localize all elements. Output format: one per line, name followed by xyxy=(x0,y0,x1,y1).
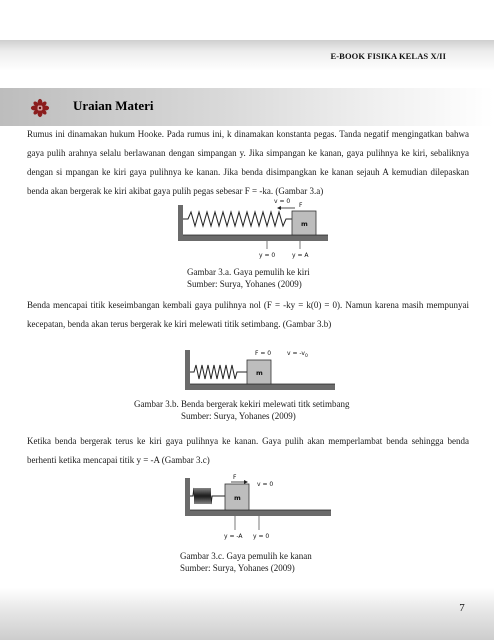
caption-3a-title: Gambar 3.a. Gaya pemulih ke kiri xyxy=(187,267,310,277)
footer-band xyxy=(0,588,494,640)
fig-c-force-arrowhead xyxy=(244,480,248,484)
figure-3b xyxy=(185,346,337,394)
fig-a-amplitude-label: y = A xyxy=(292,252,309,259)
fig-c-mass-label: m xyxy=(234,494,241,502)
paragraph-1: Rumus ini dinamakan hukum Hooke. Pada rumus ini, k dinamakan konstanta pegas. Tanda negatif mengingatkan bahwa gaya pulih arahnya selalu berlawanan dengan simpangan y. Jika simpangan ke kanan, gaya pulihnya ke kiri, sebaliknya dengan si mpangan ke kiri gaya pulihnya ke kanan. Jika benda disimpangkan ke kanan sejauh A kemudian dilepaskan benda akan bergerak ke kiri akibat gaya pulih pegas sebesar F = -ka. (Gambar 3.a) xyxy=(27,129,469,196)
fig-b-mass-label: m xyxy=(256,369,263,377)
decorative-flower-icon xyxy=(30,98,50,118)
caption-3b xyxy=(0,398,494,422)
fig-c-force-label: F xyxy=(233,474,237,481)
fig-a-force-arrowhead xyxy=(277,206,281,210)
caption-3a xyxy=(0,266,494,290)
caption-3c-title: Gambar 3.c. Gaya pemulih ke kanan xyxy=(180,551,312,561)
fig-b-velocity-label: $v = -v_0$ xyxy=(287,350,308,359)
caption-3b-source: Sumber: Surya, Yohanes (2009) xyxy=(181,411,296,421)
paragraph-3: Ketika benda bergerak terus ke kiri gaya pulihnya ke kanan. Gaya pulih akan memperlambat benda sehingga benda berhenti ketika mencapai titik y = -A (Gambar 3.c) xyxy=(27,436,469,465)
fig-b-spring xyxy=(190,365,247,379)
fig-a-force-label: F xyxy=(299,202,303,209)
caption-3c-source: Sumber: Surya, Yohanes (2009) xyxy=(180,563,295,573)
fig-c-origin-label: y = 0 xyxy=(253,533,270,540)
fig-b-force-label: F = 0 xyxy=(255,350,272,357)
fig-a-origin-label: y = 0 xyxy=(259,252,276,259)
fig-a-velocity-label: v = 0 xyxy=(274,198,291,205)
fig-a-mass-label: m xyxy=(301,220,308,228)
caption-3b-title: Gambar 3.b. Benda bergerak kekiri melewati titk setimbang xyxy=(134,399,350,409)
page-number: 7 xyxy=(459,602,465,614)
fig-c-velocity-label: v = 0 xyxy=(257,481,274,488)
figure-3a xyxy=(178,197,333,259)
fig-c-neg-amplitude-label: y = -A xyxy=(224,533,243,540)
figure-3c xyxy=(185,474,333,544)
ebook-title: E-BOOK FISIKA KELAS X/II xyxy=(330,51,446,61)
section-title: Uraian Materi xyxy=(73,98,154,113)
fig-c-spring xyxy=(190,488,225,504)
fig-a-spring xyxy=(183,212,292,226)
paragraph-2: Benda mencapai titik keseimbangan kembali gaya pulihnya nol (F = -ky = k(0) = 0). Namun karena masih mempunyai kecepatan, benda akan terus bergerak ke kiri melewati titik setimbang. (Gambar 3.b) xyxy=(27,300,469,329)
caption-3a-source: Sumber: Surya, Yohanes (2009) xyxy=(187,279,302,289)
caption-3c xyxy=(0,550,494,574)
